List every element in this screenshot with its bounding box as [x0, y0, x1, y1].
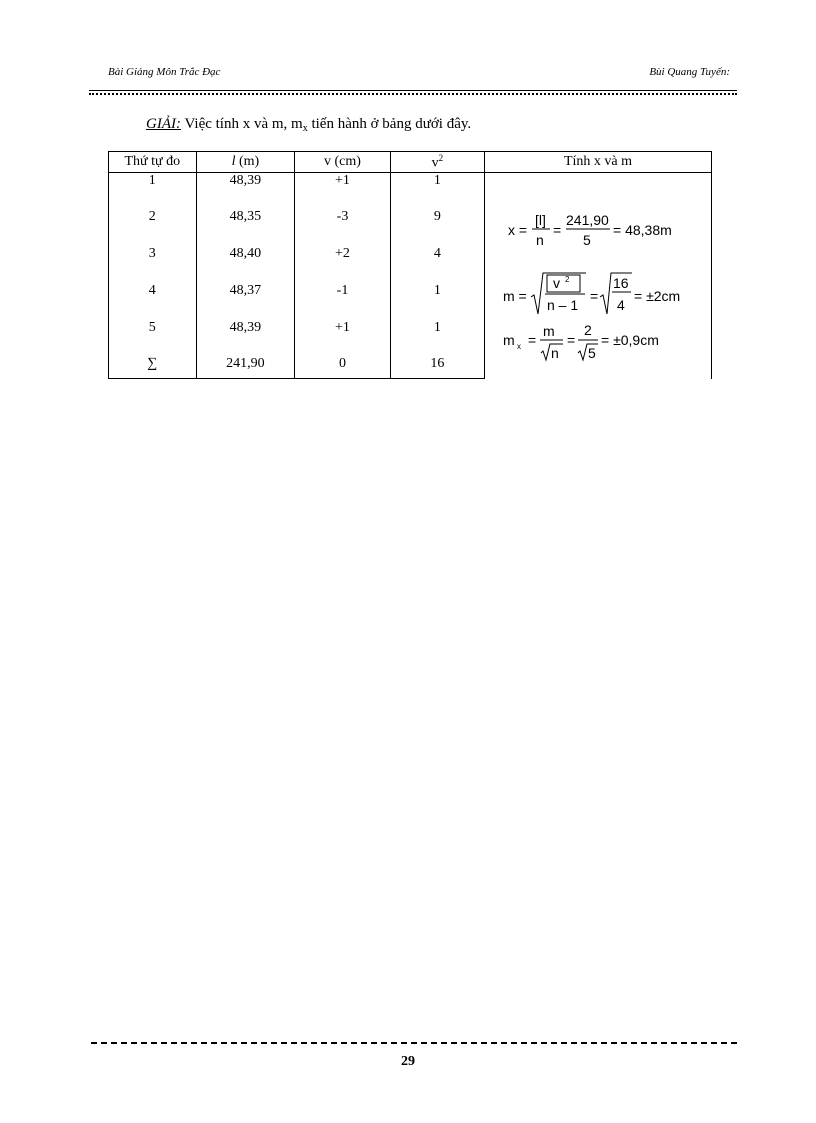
m-denominator: n – 1 — [546, 297, 579, 313]
table-row — [109, 173, 712, 209]
header-v-squared — [390, 152, 484, 173]
cell-order: 3 — [109, 246, 197, 283]
m-result: = ±2cm — [633, 288, 681, 304]
cell-order: 2 — [109, 209, 197, 246]
intro-text-after: tiến hành ở bảng dưới đây. — [307, 116, 472, 132]
m-lhs: m = — [502, 288, 527, 304]
formula-graphics — [485, 173, 711, 369]
page-number: 29 — [401, 1054, 415, 1069]
header-divider — [89, 90, 737, 91]
x-equals: = — [552, 222, 562, 238]
cell-v: -1 — [295, 283, 390, 320]
measurement-table — [108, 151, 712, 379]
mx-denominator-value: 5 — [587, 345, 596, 361]
cell-v2: 4 — [390, 246, 484, 283]
solution-intro — [146, 116, 471, 134]
cell-length: 48,40 — [196, 246, 295, 283]
footer-divider — [91, 1042, 737, 1044]
formula-block — [485, 173, 711, 369]
cell-v: +1 — [295, 173, 390, 209]
header-order: Thứ tự đo — [109, 152, 197, 173]
header-length-unit: (m) — [235, 154, 260, 169]
cell-length: 48,39 — [196, 173, 295, 209]
cell-order: 5 — [109, 320, 197, 356]
x-denominator: n — [535, 232, 544, 248]
cell-v: -3 — [295, 209, 390, 246]
mx-equals-2: = — [566, 332, 576, 348]
m-equals: = — [589, 288, 599, 304]
cell-v2: 1 — [390, 173, 484, 209]
header-v2-sup: 2 — [438, 152, 444, 163]
cell-length: 48,37 — [196, 283, 295, 320]
mx-numerator: m — [542, 323, 555, 339]
cell-v2: 16 — [390, 356, 484, 379]
header-divider-dotted — [89, 93, 737, 95]
cell-v: +1 — [295, 320, 390, 356]
m-numerator-sup: 2 — [564, 275, 570, 284]
mx-denominator: n — [550, 345, 559, 361]
x-denominator-value: 5 — [582, 232, 591, 248]
header-v: v (cm) — [295, 152, 390, 173]
cell-v2: 9 — [390, 209, 484, 246]
m-numerator: v — [552, 275, 560, 291]
cell-length: 241,90 — [196, 356, 295, 379]
header-length-symbol: l — [231, 154, 236, 169]
x-numerator-value: 241,90 — [565, 212, 609, 228]
header-author: Bùi Quang Tuyến: — [649, 66, 730, 78]
header-course-title: Bài Giảng Môn Trắc Đạc — [108, 66, 221, 78]
cell-order: 1 — [109, 173, 197, 209]
cell-v2: 1 — [390, 283, 484, 320]
solution-label: GIẢI: — [146, 116, 181, 132]
cell-v: 0 — [295, 356, 390, 379]
cell-v: +2 — [295, 246, 390, 283]
m-numerator-value: 16 — [612, 275, 629, 291]
cell-order: 4 — [109, 283, 197, 320]
header-v2-base: v — [431, 155, 439, 171]
x-lhs: x = — [507, 222, 528, 238]
mx-lhs-sub: x — [516, 342, 521, 351]
mx-result: = ±0,9cm — [600, 332, 659, 348]
mx-numerator-value: 2 — [583, 322, 592, 338]
header-formulas: Tính x và m — [484, 152, 711, 173]
intro-subscript: x — [302, 123, 308, 134]
x-numerator: [l] — [534, 212, 546, 228]
m-denominator-value: 4 — [616, 297, 625, 313]
m-bracket-box — [547, 275, 580, 292]
mx-lhs: m — [502, 332, 515, 348]
cell-order: ∑ — [109, 356, 197, 379]
x-result: = 48,38m — [612, 222, 672, 238]
table-header-row — [109, 152, 712, 173]
cell-length: 48,39 — [196, 320, 295, 356]
cell-length: 48,35 — [196, 209, 295, 246]
formula-cell — [484, 173, 711, 379]
mx-equals: = — [527, 332, 537, 348]
cell-v2: 1 — [390, 320, 484, 356]
intro-text-before: Việc tính x và m, m — [180, 116, 303, 132]
header-length — [196, 152, 295, 173]
